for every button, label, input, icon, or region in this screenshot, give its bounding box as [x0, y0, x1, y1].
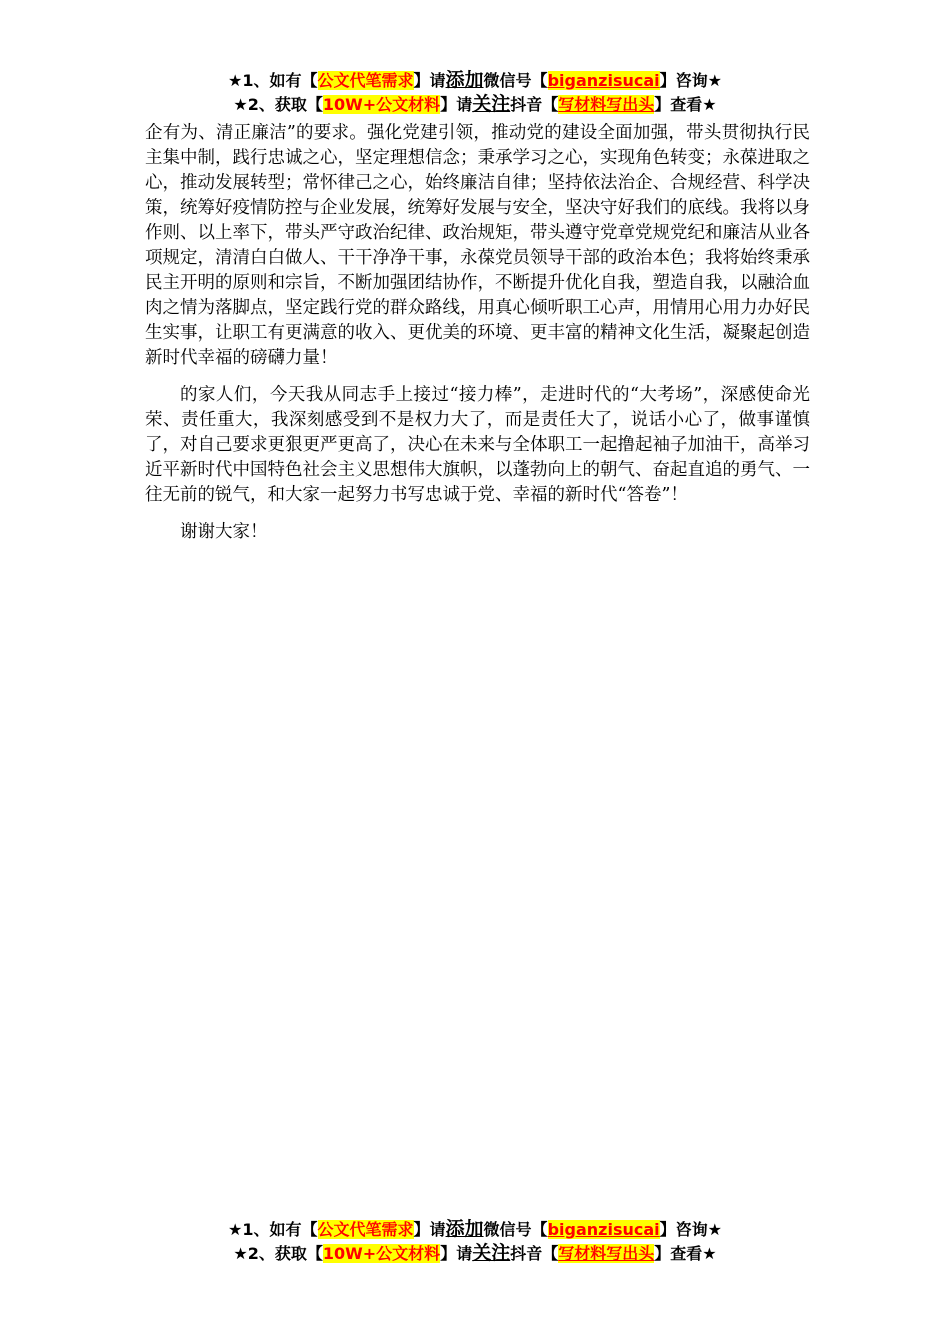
banner-wechat-id: biganzisucai — [547, 1220, 660, 1239]
banner-text: ★2、获取【 — [233, 1244, 323, 1263]
banner-douyin-id: 写材料写出头 — [558, 1244, 655, 1263]
body-paragraph-1: 企有为、清正廉洁”的要求。强化党建引领，推动党的建设全面加强，带头贯彻执行民主集中制，践行忠诚之心，坚定理想信念；秉承学习之心，实现角色转变；永葆进取之心，推动发展转型；常怀律己之心，始终廉洁自律；坚持依法治企、合规经营、科学决策，统筹好疫情防控与企业发展，统筹好发展与安全，坚决守好我们的底线。我将以身作则、以上率下，带头严守政治纪律、政治规矩，带头遵守党章党规党纪和廉洁从业各项规定，清清白白做人、干干净净干事，永葆党员领导干部的政治本色；我将始终秉承民主开明的原则和宗旨，不断加强团结协作，不断提升优化自我，塑造自我，以融洽血肉之情为落脚点，坚定践行党的群众路线，用真心倾听职工心声，用情用心用力办好民生实事，让职工有更满意的收入、更优美的环境、更丰富的精神文化生活，凝聚起创造新时代幸福的磅礴力量！ — [145, 123, 810, 368]
banner-text: 抖音【 — [510, 1244, 559, 1263]
banner-line-1 — [0, 1217, 950, 1241]
banner-emphasis: 添加 — [445, 1218, 484, 1240]
banner-line-2 — [0, 92, 950, 116]
banner-text: 】请 — [413, 1220, 446, 1239]
banner-highlight: 10W+公文材料 — [322, 1244, 441, 1263]
banner-emphasis: 添加 — [445, 69, 484, 91]
document-body — [145, 121, 810, 557]
banner-text: ★2、获取【 — [233, 95, 323, 114]
banner-highlight: 公文代笔需求 — [317, 1220, 414, 1239]
banner-line-2 — [0, 1241, 950, 1265]
banner-text: 】查看★ — [654, 1244, 717, 1263]
banner-highlight: 10W+公文材料 — [322, 95, 441, 114]
banner-text: ★1、如有【 — [228, 1220, 318, 1239]
banner-text: 抖音【 — [510, 95, 559, 114]
banner-text: 】请 — [440, 1244, 473, 1263]
banner-emphasis: 关注 — [472, 93, 511, 115]
closing-line: 谢谢大家！ — [180, 522, 268, 542]
banner-douyin-id: 写材料写出头 — [558, 95, 655, 114]
banner-text: 】查看★ — [654, 95, 717, 114]
footer-banner — [0, 1217, 950, 1265]
banner-text: 】请 — [440, 95, 473, 114]
banner-text: 微信号【 — [483, 1220, 548, 1239]
header-banner — [0, 68, 950, 116]
banner-text: 】咨询★ — [659, 71, 722, 90]
banner-line-1 — [0, 68, 950, 92]
banner-wechat-id: biganzisucai — [547, 71, 660, 90]
banner-text: 】咨询★ — [659, 1220, 722, 1239]
body-paragraph-2: 的家人们，今天我从同志手上接过“接力棒”，走进时代的“大考场”，深感使命光荣、责任重大，我深刻感受到不是权力大了，而是责任大了，说话小心了，做事谨慎了，对自己要求更狠更严更高了，决心在未来与全体职工一起撸起袖子加油干，高举习近平新时代中国特色社会主义思想伟大旗帜，以蓬勃向上的朝气、奋起直追的勇气、一往无前的锐气，和大家一起努力书写忠诚于党、幸福的新时代“答卷”！ — [145, 385, 810, 505]
banner-text: 】请 — [413, 71, 446, 90]
banner-text: ★1、如有【 — [228, 71, 318, 90]
banner-highlight: 公文代笔需求 — [317, 71, 414, 90]
banner-text: 微信号【 — [483, 71, 548, 90]
banner-emphasis: 关注 — [472, 1242, 511, 1264]
